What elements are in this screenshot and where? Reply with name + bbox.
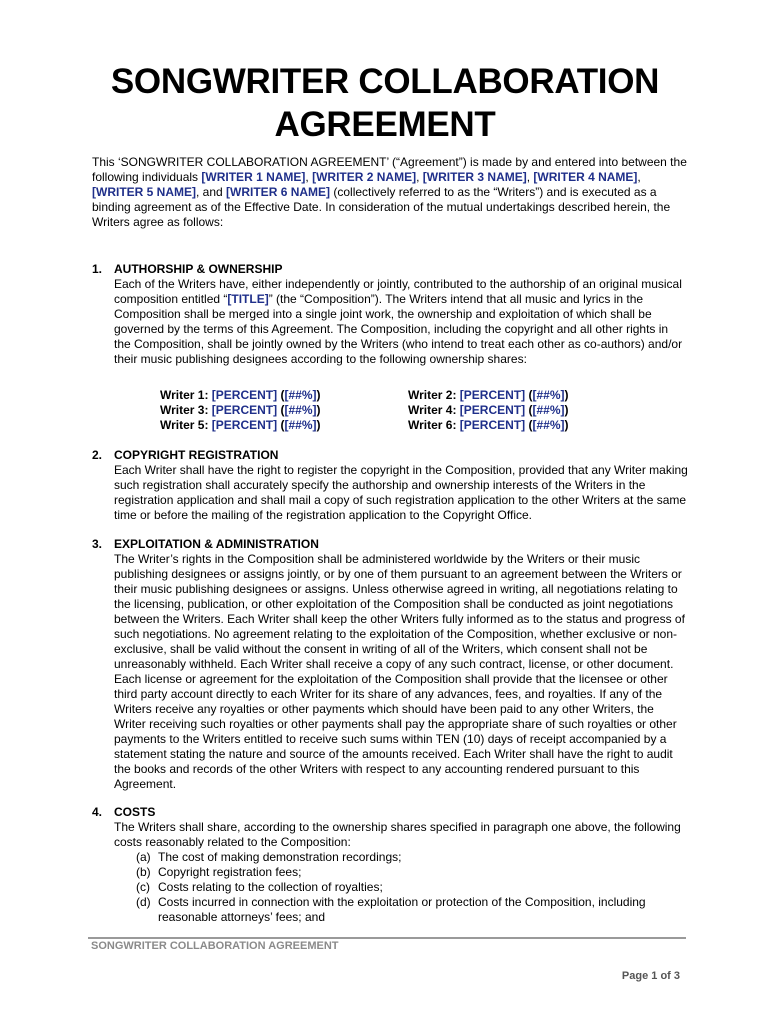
percent-placeholder: [PERCENT] [459,418,526,432]
writer-share [160,418,321,433]
percent-placeholder: [PERCENT] [459,403,526,417]
section-heading: AUTHORSHIP & OWNERSHIP [114,262,283,276]
writer-5-placeholder: [WRITER 5 NAME] [92,185,196,199]
share-label: Writer 5: [160,418,212,432]
percent-placeholder: [PERCENT] [211,418,278,432]
comma: , [526,170,534,184]
writer-3-placeholder: [WRITER 3 NAME] [422,170,527,184]
list-label: (b) [136,865,151,879]
list-text: Costs relating to the collection of royalties; [158,880,383,894]
list-label: (c) [136,880,150,894]
intro-text-end: (collectively referred to as the “Writers”) and is executed as a binding agreement as of the Effective Date. In consideration of the mutual undertakings described herein, the Writers agree as follows: [92,185,671,229]
paren: ) [564,403,569,417]
paren: ) [564,388,569,402]
list-item [114,895,688,925]
footer-divider [88,937,686,939]
section-heading: EXPLOITATION & ADMINISTRATION [114,537,319,551]
paren: ) [316,418,321,432]
share-label: Writer 2: [408,388,460,402]
paren: ) [564,418,569,432]
section-body: Each Writer shall have the right to register the copyright in the Composition, provided that any Writer making such registration shall accurately specify the authorship and ownership interests of the Writers in the registration application and shall mail a copy of such registration application to the other Writers at the same time or before the mailing of the registration application to the Copyright Office. [114,463,688,522]
section-body [114,277,688,367]
list-label: (a) [136,850,151,864]
section-body-text: ” (the “Composition”). The Writers intend that all music and lyrics in the Composition shall be merged into a single joint work, the ownership and exploitation of which shall be governed by the terms of this Agreement. The Composition, including the copyright and all other rights in the Composition, shall be jointly owned by the Writers (who intend to treat each other as co-authors) and/or their music publishing designees according to the following ownership shares: [114,292,683,366]
percent-placeholder: [PERCENT] [211,388,278,402]
paren: ( [277,418,285,432]
writer-share [408,403,569,418]
paren: ( [525,388,533,402]
paren: ) [316,388,321,402]
section-body: The Writer’s rights in the Composition shall be administered worldwide by the Writers or their music publishing designees or assigns jointly, or by one of them pursuant to an agreement between the Writers or their music publishing designees or assigns. Unless otherwise agreed in writing, all negotiations relating to the licensing, publication, or other exploitation of the Composition shall be conducted as joint negotiations between the Writers. Each Writer shall keep the other Writers fully informed as to the status and progress of such negotiations. No agreement relating to the exploitation of the Composition, whether exclusive or non-exclusive, shall be valid without the consent in writing of all of the Writers, which consent shall not be unreasonably withheld. Each Writer shall receive a copy of any such contract, license, or other document. Each license or agreement for the exploitation of the Composition shall provide that the licensee or other third party account directly to each Writer for its share of any advances, fees, and royalties. If any of the Writers receive any royalties or other payments which should have been paid to any other Writers, the Writer receiving such royalties or other payments shall pay the appropriate share of such royalties or other payments to the Writers entitled to receive such sums within TEN (10) days of receipt accompanied by a statement stating the nature and source of the amounts received. Each Writer shall have the right to audit the books and records of the other Writers with respect to any accounting rendered pursuant to this Agreement. [114,552,685,791]
list-text: Copyright registration fees; [158,865,302,879]
and-text: , and [196,185,227,199]
pct-placeholder: [##%] [532,403,565,417]
list-item [114,880,688,895]
section-number: 4. [92,805,103,819]
page-number: Page 1 of 3 [621,970,680,982]
writer-share [408,388,569,403]
writer-share [160,388,321,403]
title-placeholder: [TITLE] [227,292,269,306]
list-item [114,850,688,865]
comma: , [305,170,313,184]
list-label: (d) [136,895,151,909]
intro-text: This ‘SONGWRITER COLLABORATION AGREEMENT’ (“Agreement”) is made by and entered into between the following individuals [92,155,687,184]
paren: ) [316,403,321,417]
paren: ( [525,403,533,417]
paren: ( [525,418,533,432]
section-body: The Writers shall share, according to the ownership shares specified in paragraph one above, the following costs reasonably related to the Composition: [114,820,681,849]
section-exploitation [92,537,688,792]
pct-placeholder: [##%] [532,388,565,402]
share-label: Writer 1: [160,388,212,402]
pct-placeholder: [##%] [284,388,317,402]
percent-placeholder: [PERCENT] [459,388,526,402]
list-item [114,865,688,880]
share-label: Writer 4: [408,403,460,417]
pct-placeholder: [##%] [532,418,565,432]
pct-placeholder: [##%] [284,418,317,432]
writer-4-placeholder: [WRITER 4 NAME] [533,170,638,184]
section-body-text: Each of the Writers have, either independently or jointly, contributed to the authorship of an original musical composition entitled “ [114,277,682,306]
list-text: Costs incurred in connection with the exploitation or protection of the Composition, including reasonable attorneys’ fees; and [158,895,646,924]
comma: , [637,170,641,184]
percent-placeholder: [PERCENT] [211,403,278,417]
pct-placeholder: [##%] [284,403,317,417]
section-costs [92,805,688,925]
section-number: 2. [92,448,103,462]
section-heading: COSTS [114,805,156,819]
section-heading: COPYRIGHT REGISTRATION [114,448,279,462]
intro-paragraph [92,155,688,230]
writer-1-placeholder: [WRITER 1 NAME] [201,170,306,184]
document-title: SONGWRITER COLLABORATION AGREEMENT [110,62,660,144]
writer-share [408,418,569,433]
section-authorship [92,262,688,367]
comma: , [416,170,423,184]
section-number: 1. [92,262,103,276]
writer-2-placeholder: [WRITER 2 NAME] [312,170,417,184]
share-label: Writer 6: [408,418,460,432]
list-text: The cost of making demonstration recordings; [158,850,402,864]
share-label: Writer 3: [160,403,212,417]
paren: ( [277,403,285,417]
writer-share [160,403,321,418]
footer-title: SONGWRITER COLLABORATION AGREEMENT [91,940,339,952]
writer-6-placeholder: [WRITER 6 NAME] [226,185,331,199]
section-number: 3. [92,537,103,551]
section-copyright-registration [92,448,688,523]
costs-list [114,850,688,925]
paren: ( [277,388,285,402]
